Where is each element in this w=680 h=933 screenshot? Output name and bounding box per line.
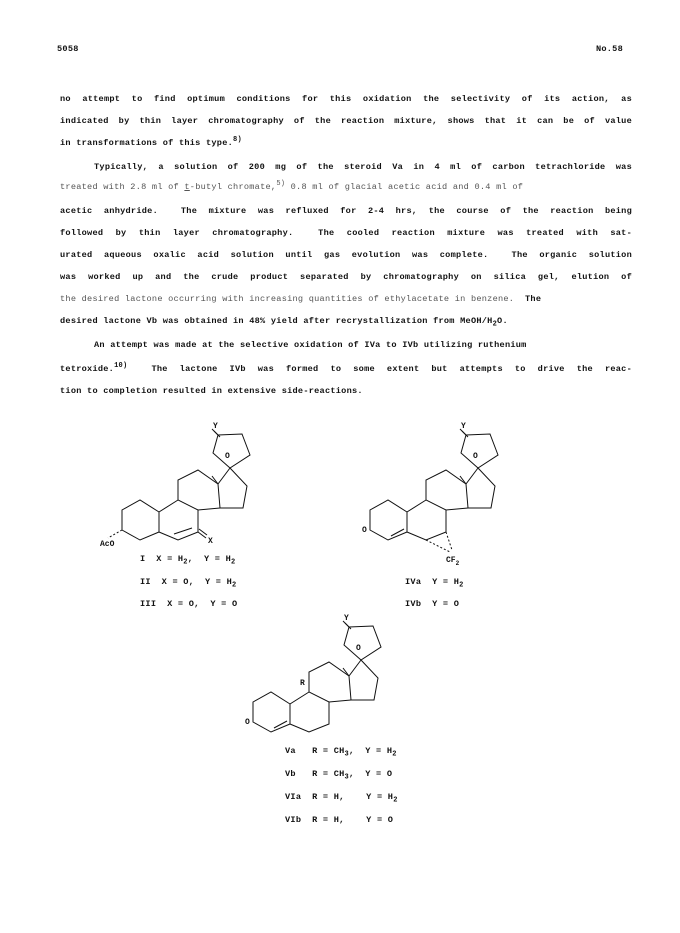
text-span: The [514,294,542,304]
caption-II [140,577,237,590]
subscript: 2 [393,796,398,805]
text-line [60,138,242,148]
label-O: O [473,452,478,461]
subscript: 2 [459,581,464,590]
compound-id: Va [285,746,296,756]
caption-y: Y = H [432,577,460,587]
caption-y: Y = H [204,577,232,587]
caption-y: Y = O [366,815,394,825]
lactone-ring [461,434,498,468]
cf-subscript: 2 [455,560,460,567]
ring-b [290,692,329,732]
label-O: O [356,644,361,653]
compound-id: Vb [285,769,296,779]
compound-id: I [140,554,146,564]
subscript: 2 [392,750,397,759]
tert-prefix: t [184,182,190,192]
label-AcO: AcO [100,540,115,549]
caption-III [140,599,237,609]
label-Y: Y [213,422,218,431]
label-CF2 [446,556,460,567]
subscript: 3 [344,773,349,782]
compound-id: IVa [405,577,422,587]
caption-I: I $X = H_2$, $Y = H_2$ [140,554,236,567]
text-span: in transformations of this type. [60,138,234,148]
text-line: tion to completion resulted in extensive side-reactions. [60,386,363,396]
cf-text: CF [446,556,456,565]
compound-id: IVb [405,599,422,609]
text-line [60,364,632,374]
issue-number: No.58 [595,44,623,54]
label-R: R [300,679,305,688]
text-line [60,316,508,329]
page-number: 5058 [57,44,79,54]
lactone-ring [344,626,381,660]
reference: 8) [233,136,242,145]
reference: 10) [114,362,128,371]
text-span: 0.8 ml of glacial acetic acid and 0.4 ml of [285,182,524,192]
caption-y: Y = H [366,792,394,802]
text-line: indicated by thin layer chromatography of the reaction mixture, shows that it can be of value [60,116,632,126]
text-line: urated aqueous oxalic acid solution until gas evolution was complete. The organic solution [60,250,632,260]
text-line: acetic anhydride. The mixture was refluxed for 2-4 hrs, the course of the reaction being [60,206,632,216]
compound-id: III [140,599,157,609]
caption-x: X = O, [167,599,200,609]
ring-b [407,500,446,540]
label-O: O [225,452,230,461]
ring-d [218,468,247,508]
text-line: An attempt was made at the selective oxidation of IVa to IVb utilizing ruthenium [94,340,527,350]
text-line [60,294,541,304]
subscript: 2 [231,558,236,567]
compound-id: VIa [285,792,302,802]
caption-r: R = CH [312,769,345,779]
text-span: tetroxide. [60,364,115,374]
subscript: 2 [492,320,498,329]
compound-id: VIb [285,815,302,825]
subscript: 2 [231,581,237,590]
text-line [60,182,523,192]
text-span: -butyl chromate, [189,182,277,192]
caption-VIb [285,815,393,825]
caption-x: X = O, [161,577,195,587]
caption-x: X = H [156,554,184,564]
caption-r: R = H, [312,792,345,802]
ring-c [309,662,351,702]
caption-y: Y = H [203,554,232,564]
ring-c [426,470,468,510]
caption-Va: Va $R = CH_3$, $Y = H_2$ [285,746,397,759]
text-span: desired lactone Vb was obtained in 48% yield after recrystallization from MeOH/H [60,316,493,326]
caption-r: R = CH [312,746,345,756]
label-ketone-O: O [245,718,250,727]
label-ketone-O: O [362,526,367,535]
lactone-ring [213,434,250,468]
text-line: was worked up and the crude product separated by chromatography on silica gel, elution of [60,272,632,282]
ring-c [178,470,220,510]
ring-a [370,500,407,540]
caption-IVa [405,577,464,590]
ring-a [253,692,290,732]
label-Y: Y [344,614,349,623]
caption-y: Y = H [365,746,393,756]
steroid-structure-V-VI [245,612,463,742]
subscript: 2 [183,558,188,567]
caption-VIa [285,792,398,805]
steroid-structure-I-III [100,420,332,550]
ring-a [122,500,159,540]
steroid-structure-IV [362,420,570,570]
caption-y: Y = O [210,599,238,609]
text-span: treated with 2.8 ml of [60,182,185,192]
compound-id: II [140,577,151,587]
caption-IVb [405,599,459,609]
caption-y: Y = O [365,769,393,779]
text-line: Typically, a solution of 200 mg of the steroid Va in 4 ml of carbon tetrachloride was [94,162,632,172]
text-span: the desired lactone occurring with increasing quantities of ethylacetate in benzene. [60,294,515,304]
text-span: The lactone IVb was formed to some extent but attempts to drive the reac- [127,364,632,374]
caption-y: Y = O [432,599,460,609]
label-X: X [208,537,213,546]
ring-d [349,660,378,700]
text-span: O. [497,316,508,326]
caption-r: R = H, [312,815,345,825]
text-line: no attempt to find optimum conditions for this oxidation the selectivity of its action, as [60,94,632,104]
reference: 5) [276,180,286,189]
ring-d [466,468,495,508]
ring-b [159,500,198,540]
label-Y: Y [461,422,466,431]
text-line: followed by thin layer chromatography. The cooled reaction mixture was treated with sat- [60,228,632,238]
subscript: 3 [344,750,349,759]
caption-Vb: Vb $R = CH_3$, Y = O [285,769,393,782]
